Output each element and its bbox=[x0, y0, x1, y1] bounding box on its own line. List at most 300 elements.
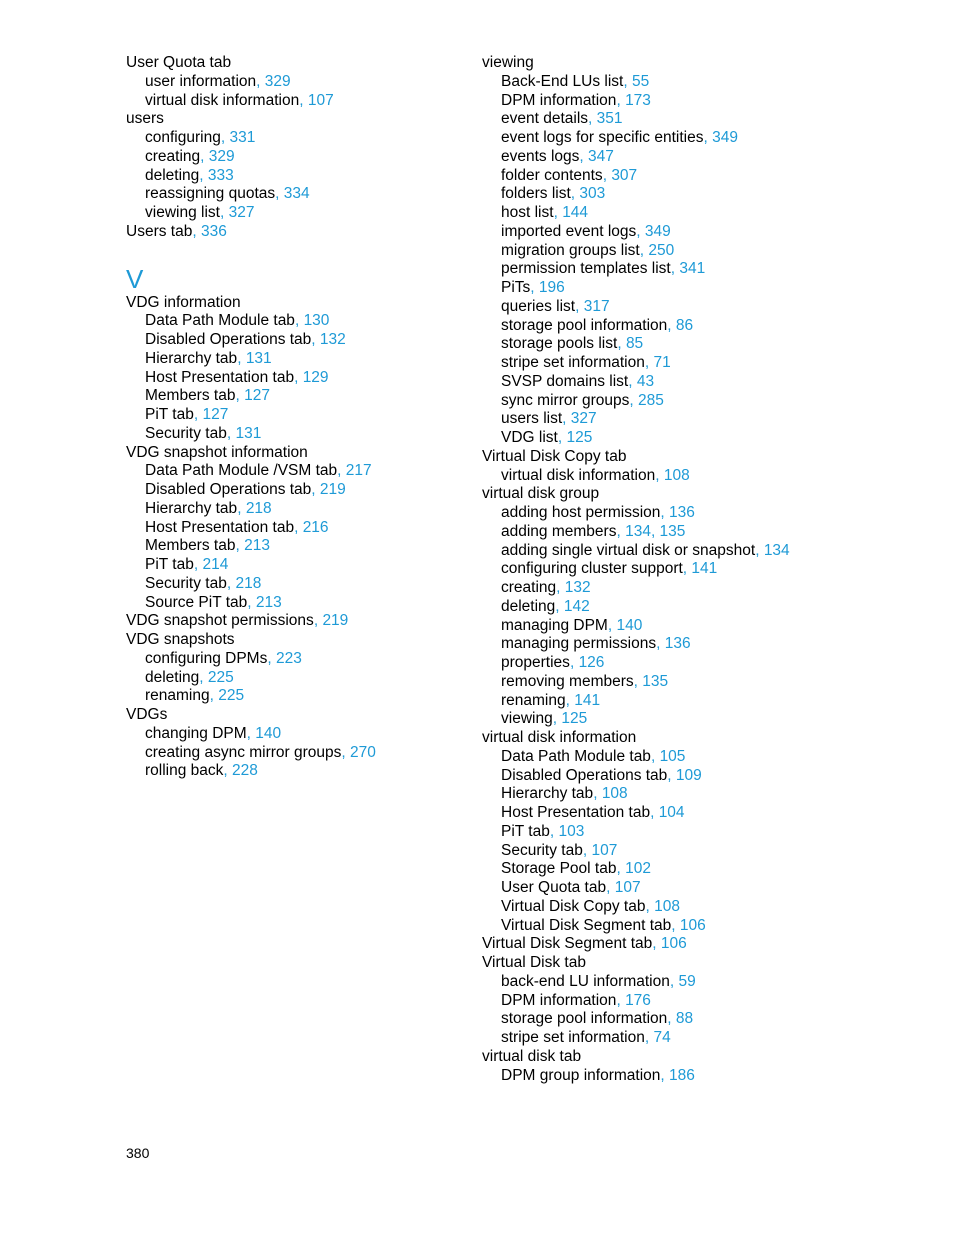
index-separator: , bbox=[644, 1029, 654, 1046]
page-reference-link[interactable]: 125 bbox=[561, 710, 588, 728]
index-term: events logs bbox=[501, 147, 580, 165]
index-separator: , bbox=[579, 147, 589, 165]
index-separator: , bbox=[755, 541, 764, 559]
page-reference-link[interactable]: 108 bbox=[654, 897, 680, 915]
index-subentry bbox=[126, 312, 466, 331]
index-column-left bbox=[126, 54, 466, 781]
page-reference-link[interactable]: 104 bbox=[658, 804, 685, 821]
page-reference-link[interactable]: 327 bbox=[570, 410, 597, 428]
page-reference-link[interactable]: 225 bbox=[218, 687, 245, 705]
index-separator: , bbox=[636, 222, 645, 240]
index-term: deleting bbox=[145, 166, 200, 184]
index-separator: , bbox=[555, 597, 564, 615]
index-separator: , bbox=[193, 556, 203, 573]
index-separator: , bbox=[650, 804, 659, 821]
page-reference-link[interactable]: 333 bbox=[207, 166, 234, 184]
page-reference-link[interactable]: 349 bbox=[644, 222, 671, 240]
index-subentry bbox=[482, 973, 922, 992]
index-term: Storage Pool tab bbox=[501, 860, 617, 878]
index-subentry bbox=[482, 673, 922, 692]
index-term: removing members bbox=[501, 672, 634, 690]
page-reference-link[interactable]: 135 bbox=[642, 672, 669, 690]
index-term: storage pools list bbox=[501, 335, 618, 353]
page-reference-link[interactable]: 103 bbox=[558, 822, 585, 840]
index-subentry bbox=[482, 767, 922, 786]
index-term: VDG list bbox=[501, 429, 558, 446]
index-entry bbox=[126, 631, 466, 650]
index-separator: , bbox=[703, 129, 713, 146]
page-reference-link[interactable]: 85 bbox=[625, 335, 644, 353]
page-reference-link[interactable]: 186 bbox=[669, 1066, 695, 1084]
index-subentry bbox=[482, 542, 922, 561]
index-term: virtual disk information bbox=[482, 729, 637, 746]
page-reference-link[interactable]: 303 bbox=[579, 185, 606, 203]
index-entry bbox=[482, 485, 922, 504]
index-term: event details bbox=[501, 110, 589, 128]
index-separator: , bbox=[556, 579, 565, 596]
index-term: viewing bbox=[501, 710, 553, 728]
index-subentry bbox=[482, 260, 922, 279]
index-term: VDG snapshot information bbox=[126, 443, 308, 461]
index-subentry bbox=[482, 354, 922, 373]
index-separator: , bbox=[552, 710, 562, 728]
index-term: back-end LU information bbox=[501, 972, 670, 990]
index-entry bbox=[482, 1048, 922, 1067]
index-subentry bbox=[482, 785, 922, 804]
page-reference-link[interactable]: 329 bbox=[208, 147, 235, 165]
page-reference-link[interactable]: 219 bbox=[322, 612, 349, 630]
index-entry bbox=[126, 444, 466, 463]
page-reference-link[interactable]: 250 bbox=[648, 241, 675, 259]
page-reference-link[interactable]: 219 bbox=[319, 481, 346, 498]
page-reference-link[interactable]: 141 bbox=[574, 691, 601, 709]
page-reference-link[interactable]: 347 bbox=[588, 147, 614, 165]
index-separator: , bbox=[617, 335, 626, 353]
index-term: Disabled Operations tab bbox=[145, 331, 312, 348]
index-separator: , bbox=[557, 429, 567, 446]
page-reference-link[interactable]: 141 bbox=[691, 560, 718, 578]
index-term: configuring bbox=[145, 129, 221, 146]
index-term: PiT tab bbox=[145, 556, 194, 573]
index-separator: , bbox=[575, 297, 584, 315]
index-subentry bbox=[126, 73, 466, 92]
index-separator: , bbox=[246, 724, 256, 742]
index-term: permission templates list bbox=[501, 260, 671, 278]
index-term: migration groups list bbox=[501, 241, 640, 259]
index-subentry bbox=[126, 725, 466, 744]
page-reference-link[interactable]: 140 bbox=[255, 724, 282, 742]
index-term: Members tab bbox=[145, 387, 236, 405]
index-term: Members tab bbox=[145, 537, 236, 555]
index-subentry bbox=[482, 392, 922, 411]
index-term: Host Presentation tab bbox=[501, 804, 651, 821]
page-reference-link[interactable]: 196 bbox=[538, 279, 565, 296]
index-term: managing permissions bbox=[501, 635, 657, 653]
page-reference-link[interactable]: 176 bbox=[625, 991, 651, 1009]
index-term: VDGs bbox=[126, 706, 168, 723]
index-separator: , bbox=[237, 349, 246, 367]
page-reference-link[interactable]: 223 bbox=[275, 649, 302, 667]
index-entry bbox=[126, 612, 466, 631]
index-term: Hierarchy tab bbox=[145, 499, 238, 517]
index-term: User Quota tab bbox=[126, 54, 232, 71]
page-reference-link[interactable]: 134, 135 bbox=[625, 522, 686, 540]
page-reference-link[interactable]: 351 bbox=[596, 110, 623, 128]
index-term: Data Path Module /VSM tab bbox=[145, 462, 338, 480]
index-term: creating async mirror groups bbox=[145, 743, 342, 761]
index-separator: , bbox=[639, 241, 649, 259]
page-reference-link[interactable]: 107 bbox=[307, 91, 334, 109]
index-term: Source PiT tab bbox=[145, 593, 248, 611]
index-subentry bbox=[482, 654, 922, 673]
index-subentry bbox=[482, 710, 922, 729]
index-separator: , bbox=[341, 743, 351, 761]
index-term: imported event logs bbox=[501, 222, 637, 240]
index-term: user information bbox=[145, 72, 257, 90]
index-separator: , bbox=[299, 91, 308, 109]
page-reference-link[interactable]: 127 bbox=[244, 387, 270, 405]
index-separator: , bbox=[616, 522, 626, 540]
index-term: users bbox=[126, 110, 164, 128]
index-term: Hierarchy tab bbox=[145, 349, 238, 367]
page-reference-link[interactable]: 71 bbox=[653, 354, 671, 371]
index-term: stripe set information bbox=[501, 1029, 645, 1046]
index-subentry bbox=[126, 148, 466, 167]
index-entry bbox=[126, 294, 466, 313]
page-reference-link[interactable]: 225 bbox=[207, 668, 234, 686]
page-reference-link[interactable]: 102 bbox=[625, 860, 651, 878]
index-separator: , bbox=[199, 166, 208, 184]
index-term: Users tab bbox=[126, 222, 193, 240]
index-separator: , bbox=[652, 935, 661, 953]
page-reference-link[interactable]: 131 bbox=[235, 424, 262, 442]
page-reference-link[interactable]: 142 bbox=[563, 597, 590, 615]
index-term: PiTs bbox=[501, 279, 531, 296]
index-term: VDG snapshot permissions bbox=[126, 612, 314, 630]
page-reference-link[interactable]: 307 bbox=[611, 166, 638, 184]
index-separator: , bbox=[570, 185, 580, 203]
index-term: Host Presentation tab bbox=[145, 368, 295, 386]
index-term: event logs for specific entities bbox=[501, 129, 704, 146]
index-term: Security tab bbox=[501, 841, 583, 859]
index-separator: , bbox=[667, 316, 676, 334]
index-subentry bbox=[126, 594, 466, 613]
page-reference-link[interactable]: 132 bbox=[319, 331, 346, 348]
page-reference-link[interactable]: 59 bbox=[678, 972, 696, 990]
page-reference-link[interactable]: 327 bbox=[228, 204, 255, 221]
index-separator: , bbox=[667, 766, 676, 784]
index-term: sync mirror groups bbox=[501, 391, 630, 409]
index-separator: , bbox=[616, 860, 626, 878]
page-reference-link[interactable]: 270 bbox=[350, 743, 376, 761]
index-term: storage pool information bbox=[501, 1010, 668, 1028]
page-reference-link[interactable]: 106 bbox=[679, 916, 706, 934]
index-separator: , bbox=[671, 916, 680, 934]
index-separator: , bbox=[667, 1010, 676, 1028]
page-reference-link[interactable]: 285 bbox=[637, 391, 664, 409]
index-subentry bbox=[126, 462, 466, 481]
index-term: renaming bbox=[145, 687, 210, 705]
index-entry bbox=[126, 223, 466, 242]
index-term: DPM group information bbox=[501, 1066, 661, 1084]
index-subentry bbox=[482, 429, 922, 448]
page-reference-link[interactable]: 144 bbox=[562, 204, 589, 221]
index-separator: , bbox=[237, 499, 246, 517]
index-entry bbox=[482, 448, 922, 467]
index-subentry bbox=[126, 556, 466, 575]
index-entry bbox=[126, 706, 466, 725]
index-separator: , bbox=[247, 593, 256, 611]
index-term: Virtual Disk Copy tab bbox=[501, 897, 646, 915]
index-term: adding single virtual disk or snapshot bbox=[501, 541, 756, 559]
index-separator: , bbox=[645, 897, 655, 915]
index-term: viewing bbox=[482, 54, 534, 71]
page-reference-link[interactable]: 129 bbox=[302, 368, 329, 386]
page-reference-link[interactable]: 136 bbox=[664, 635, 691, 653]
index-separator: , bbox=[606, 879, 615, 896]
page-reference-link[interactable]: 213 bbox=[244, 537, 270, 555]
index-term: storage pool information bbox=[501, 316, 668, 334]
index-separator: , bbox=[656, 635, 665, 653]
index-separator: , bbox=[235, 387, 245, 405]
index-separator: , bbox=[669, 972, 679, 990]
index-separator: , bbox=[311, 331, 320, 348]
index-term: Virtual Disk Segment tab bbox=[482, 935, 653, 953]
index-term: deleting bbox=[501, 597, 556, 615]
index-subentry bbox=[126, 650, 466, 669]
index-subentry bbox=[126, 744, 466, 763]
index-subentry bbox=[482, 523, 922, 542]
index-subentry bbox=[482, 185, 922, 204]
index-subentry bbox=[482, 598, 922, 617]
page-reference-link[interactable]: 349 bbox=[712, 129, 738, 146]
page-reference-link[interactable]: 109 bbox=[675, 766, 702, 784]
index-entry bbox=[482, 729, 922, 748]
page-reference-link[interactable]: 336 bbox=[200, 222, 227, 240]
index-term: Security tab bbox=[145, 424, 227, 442]
page-reference-link[interactable]: 218 bbox=[235, 574, 262, 592]
index-subentry bbox=[482, 129, 922, 148]
index-term: viewing list bbox=[145, 204, 220, 221]
index-separator: , bbox=[226, 574, 236, 592]
index-subentry bbox=[126, 500, 466, 519]
page-reference-link[interactable]: 217 bbox=[345, 462, 372, 480]
index-separator: , bbox=[629, 391, 638, 409]
page-reference-link[interactable]: 134 bbox=[763, 541, 790, 559]
index-term: Back-End LUs list bbox=[501, 72, 624, 90]
index-separator: , bbox=[200, 147, 209, 165]
index-subentry bbox=[126, 350, 466, 369]
index-term: virtual disk information bbox=[145, 91, 300, 109]
index-separator: , bbox=[294, 312, 304, 330]
index-entry bbox=[126, 110, 466, 129]
index-term: folder contents bbox=[501, 166, 603, 184]
page-reference-link[interactable]: 107 bbox=[614, 879, 641, 896]
page-reference-link[interactable]: 131 bbox=[245, 349, 272, 367]
page-reference-link[interactable]: 218 bbox=[245, 499, 272, 517]
page-reference-link[interactable]: 341 bbox=[679, 260, 706, 278]
page-reference-link[interactable]: 106 bbox=[660, 935, 687, 953]
index-term: renaming bbox=[501, 691, 566, 709]
index-letter-heading: V bbox=[126, 263, 144, 294]
index-separator: , bbox=[226, 424, 236, 442]
index-subentry bbox=[482, 917, 922, 936]
page-reference-link[interactable]: 86 bbox=[675, 316, 694, 334]
page-reference-link[interactable]: 140 bbox=[616, 616, 643, 634]
index-subentry bbox=[482, 692, 922, 711]
index-subentry bbox=[482, 617, 922, 636]
index-separator: , bbox=[553, 204, 563, 221]
index-subentry bbox=[126, 185, 466, 204]
index-separator: , bbox=[569, 654, 579, 671]
index-term: Virtual Disk Segment tab bbox=[501, 916, 672, 934]
index-subentry bbox=[126, 575, 466, 594]
index-subentry bbox=[482, 73, 922, 92]
index-subentry bbox=[126, 369, 466, 388]
index-term: PiT tab bbox=[501, 822, 550, 840]
index-separator: , bbox=[623, 72, 632, 90]
index-separator: , bbox=[193, 406, 203, 423]
page-reference-link[interactable]: 132 bbox=[564, 579, 591, 596]
page-reference-link[interactable]: 74 bbox=[653, 1029, 671, 1046]
index-subentry bbox=[126, 129, 466, 148]
page-reference-link[interactable]: 125 bbox=[566, 429, 593, 446]
index-subentry bbox=[482, 467, 922, 486]
page-reference-link[interactable]: 126 bbox=[578, 654, 605, 671]
index-term: VDG information bbox=[126, 293, 241, 311]
index-term: Virtual Disk Copy tab bbox=[482, 447, 627, 465]
index-separator: , bbox=[337, 462, 346, 480]
page-reference-link[interactable]: 214 bbox=[202, 556, 229, 573]
index-column-right bbox=[482, 54, 922, 1085]
index-subentry bbox=[482, 1010, 922, 1029]
index-subentry bbox=[482, 823, 922, 842]
page-reference-link[interactable]: 108 bbox=[663, 466, 690, 484]
index-subentry bbox=[482, 298, 922, 317]
index-subentry bbox=[482, 992, 922, 1011]
index-subentry bbox=[482, 242, 922, 261]
index-subentry bbox=[482, 1029, 922, 1048]
index-subentry bbox=[482, 898, 922, 917]
index-term: users list bbox=[501, 410, 563, 428]
index-term: rolling back bbox=[145, 762, 224, 780]
index-separator: , bbox=[644, 354, 654, 371]
index-term: folders list bbox=[501, 185, 571, 203]
page-reference-link[interactable]: 228 bbox=[232, 762, 258, 780]
index-subentry bbox=[126, 425, 466, 444]
index-subentry bbox=[482, 635, 922, 654]
index-term: configuring DPMs bbox=[145, 649, 268, 667]
index-term: deleting bbox=[145, 668, 200, 686]
index-term: virtual disk tab bbox=[482, 1047, 582, 1065]
index-term: Hierarchy tab bbox=[501, 785, 594, 803]
index-separator: , bbox=[209, 687, 219, 705]
index-subentry bbox=[482, 504, 922, 523]
page-reference-link[interactable]: 331 bbox=[229, 129, 256, 146]
page-reference-link[interactable]: 43 bbox=[636, 372, 655, 390]
index-separator: , bbox=[313, 612, 323, 630]
index-separator: , bbox=[530, 279, 539, 296]
page-reference-link[interactable]: 127 bbox=[202, 406, 229, 423]
index-subentry bbox=[126, 204, 466, 223]
index-subentry bbox=[126, 519, 466, 538]
index-subentry bbox=[482, 748, 922, 767]
page-reference-link[interactable]: 213 bbox=[255, 593, 282, 611]
index-term: virtual disk information bbox=[501, 466, 656, 484]
index-subentry bbox=[482, 92, 922, 111]
index-separator: , bbox=[256, 72, 265, 90]
index-term: Data Path Module tab bbox=[501, 747, 651, 765]
page-reference-link[interactable]: 130 bbox=[303, 312, 330, 330]
index-separator: , bbox=[219, 204, 229, 221]
index-term: Data Path Module tab bbox=[145, 312, 295, 330]
index-term: adding host permission bbox=[501, 504, 661, 521]
page-reference-link[interactable]: 105 bbox=[659, 747, 686, 765]
index-entry bbox=[482, 954, 922, 973]
index-separator: , bbox=[682, 560, 692, 578]
index-separator: , bbox=[633, 672, 643, 690]
index-separator: , bbox=[192, 222, 201, 240]
index-term: virtual disk group bbox=[482, 485, 600, 503]
index-subentry bbox=[126, 387, 466, 406]
index-term: User Quota tab bbox=[501, 879, 607, 896]
index-separator: , bbox=[267, 649, 276, 667]
page-reference-link[interactable]: 108 bbox=[601, 785, 628, 803]
index-subentry bbox=[126, 167, 466, 186]
index-term: DPM information bbox=[501, 91, 617, 109]
index-subentry bbox=[482, 1067, 922, 1086]
index-separator: , bbox=[582, 841, 592, 859]
index-term: Disabled Operations tab bbox=[145, 481, 312, 498]
index-subentry bbox=[482, 317, 922, 336]
page-reference-link[interactable]: 334 bbox=[283, 185, 310, 203]
index-separator: , bbox=[294, 518, 303, 536]
page-reference-link[interactable]: 55 bbox=[631, 72, 650, 90]
index-subentry bbox=[126, 92, 466, 111]
index-subentry bbox=[482, 167, 922, 186]
index-entry bbox=[482, 935, 922, 954]
index-subentry bbox=[482, 373, 922, 392]
index-term: VDG snapshots bbox=[126, 631, 235, 648]
index-subentry bbox=[482, 110, 922, 129]
page-number: 380 bbox=[126, 1145, 150, 1161]
index-subentry bbox=[482, 410, 922, 429]
index-separator: , bbox=[660, 504, 670, 521]
index-subentry bbox=[482, 335, 922, 354]
index-subentry bbox=[126, 762, 466, 781]
page-reference-link[interactable]: 329 bbox=[264, 72, 291, 90]
index-separator: , bbox=[223, 762, 233, 780]
index-subentry bbox=[482, 148, 922, 167]
index-separator: , bbox=[607, 616, 617, 634]
page-reference-link[interactable]: 88 bbox=[675, 1010, 694, 1028]
page-reference-link[interactable]: 317 bbox=[583, 297, 610, 315]
index-separator: , bbox=[565, 691, 575, 709]
index-term: Virtual Disk tab bbox=[482, 954, 586, 971]
index-separator: , bbox=[602, 166, 612, 184]
index-separator: , bbox=[588, 110, 597, 128]
index-term: changing DPM bbox=[145, 724, 247, 742]
index-separator: , bbox=[670, 260, 680, 278]
index-subentry bbox=[482, 860, 922, 879]
page-reference-link[interactable]: 136 bbox=[669, 504, 695, 521]
index-separator: , bbox=[616, 91, 626, 109]
page-reference-link[interactable]: 216 bbox=[302, 518, 329, 536]
page-reference-link[interactable]: 107 bbox=[591, 841, 618, 859]
index-term: adding members bbox=[501, 522, 617, 540]
page-reference-link[interactable]: 173 bbox=[625, 91, 651, 109]
index-entry bbox=[126, 54, 466, 73]
